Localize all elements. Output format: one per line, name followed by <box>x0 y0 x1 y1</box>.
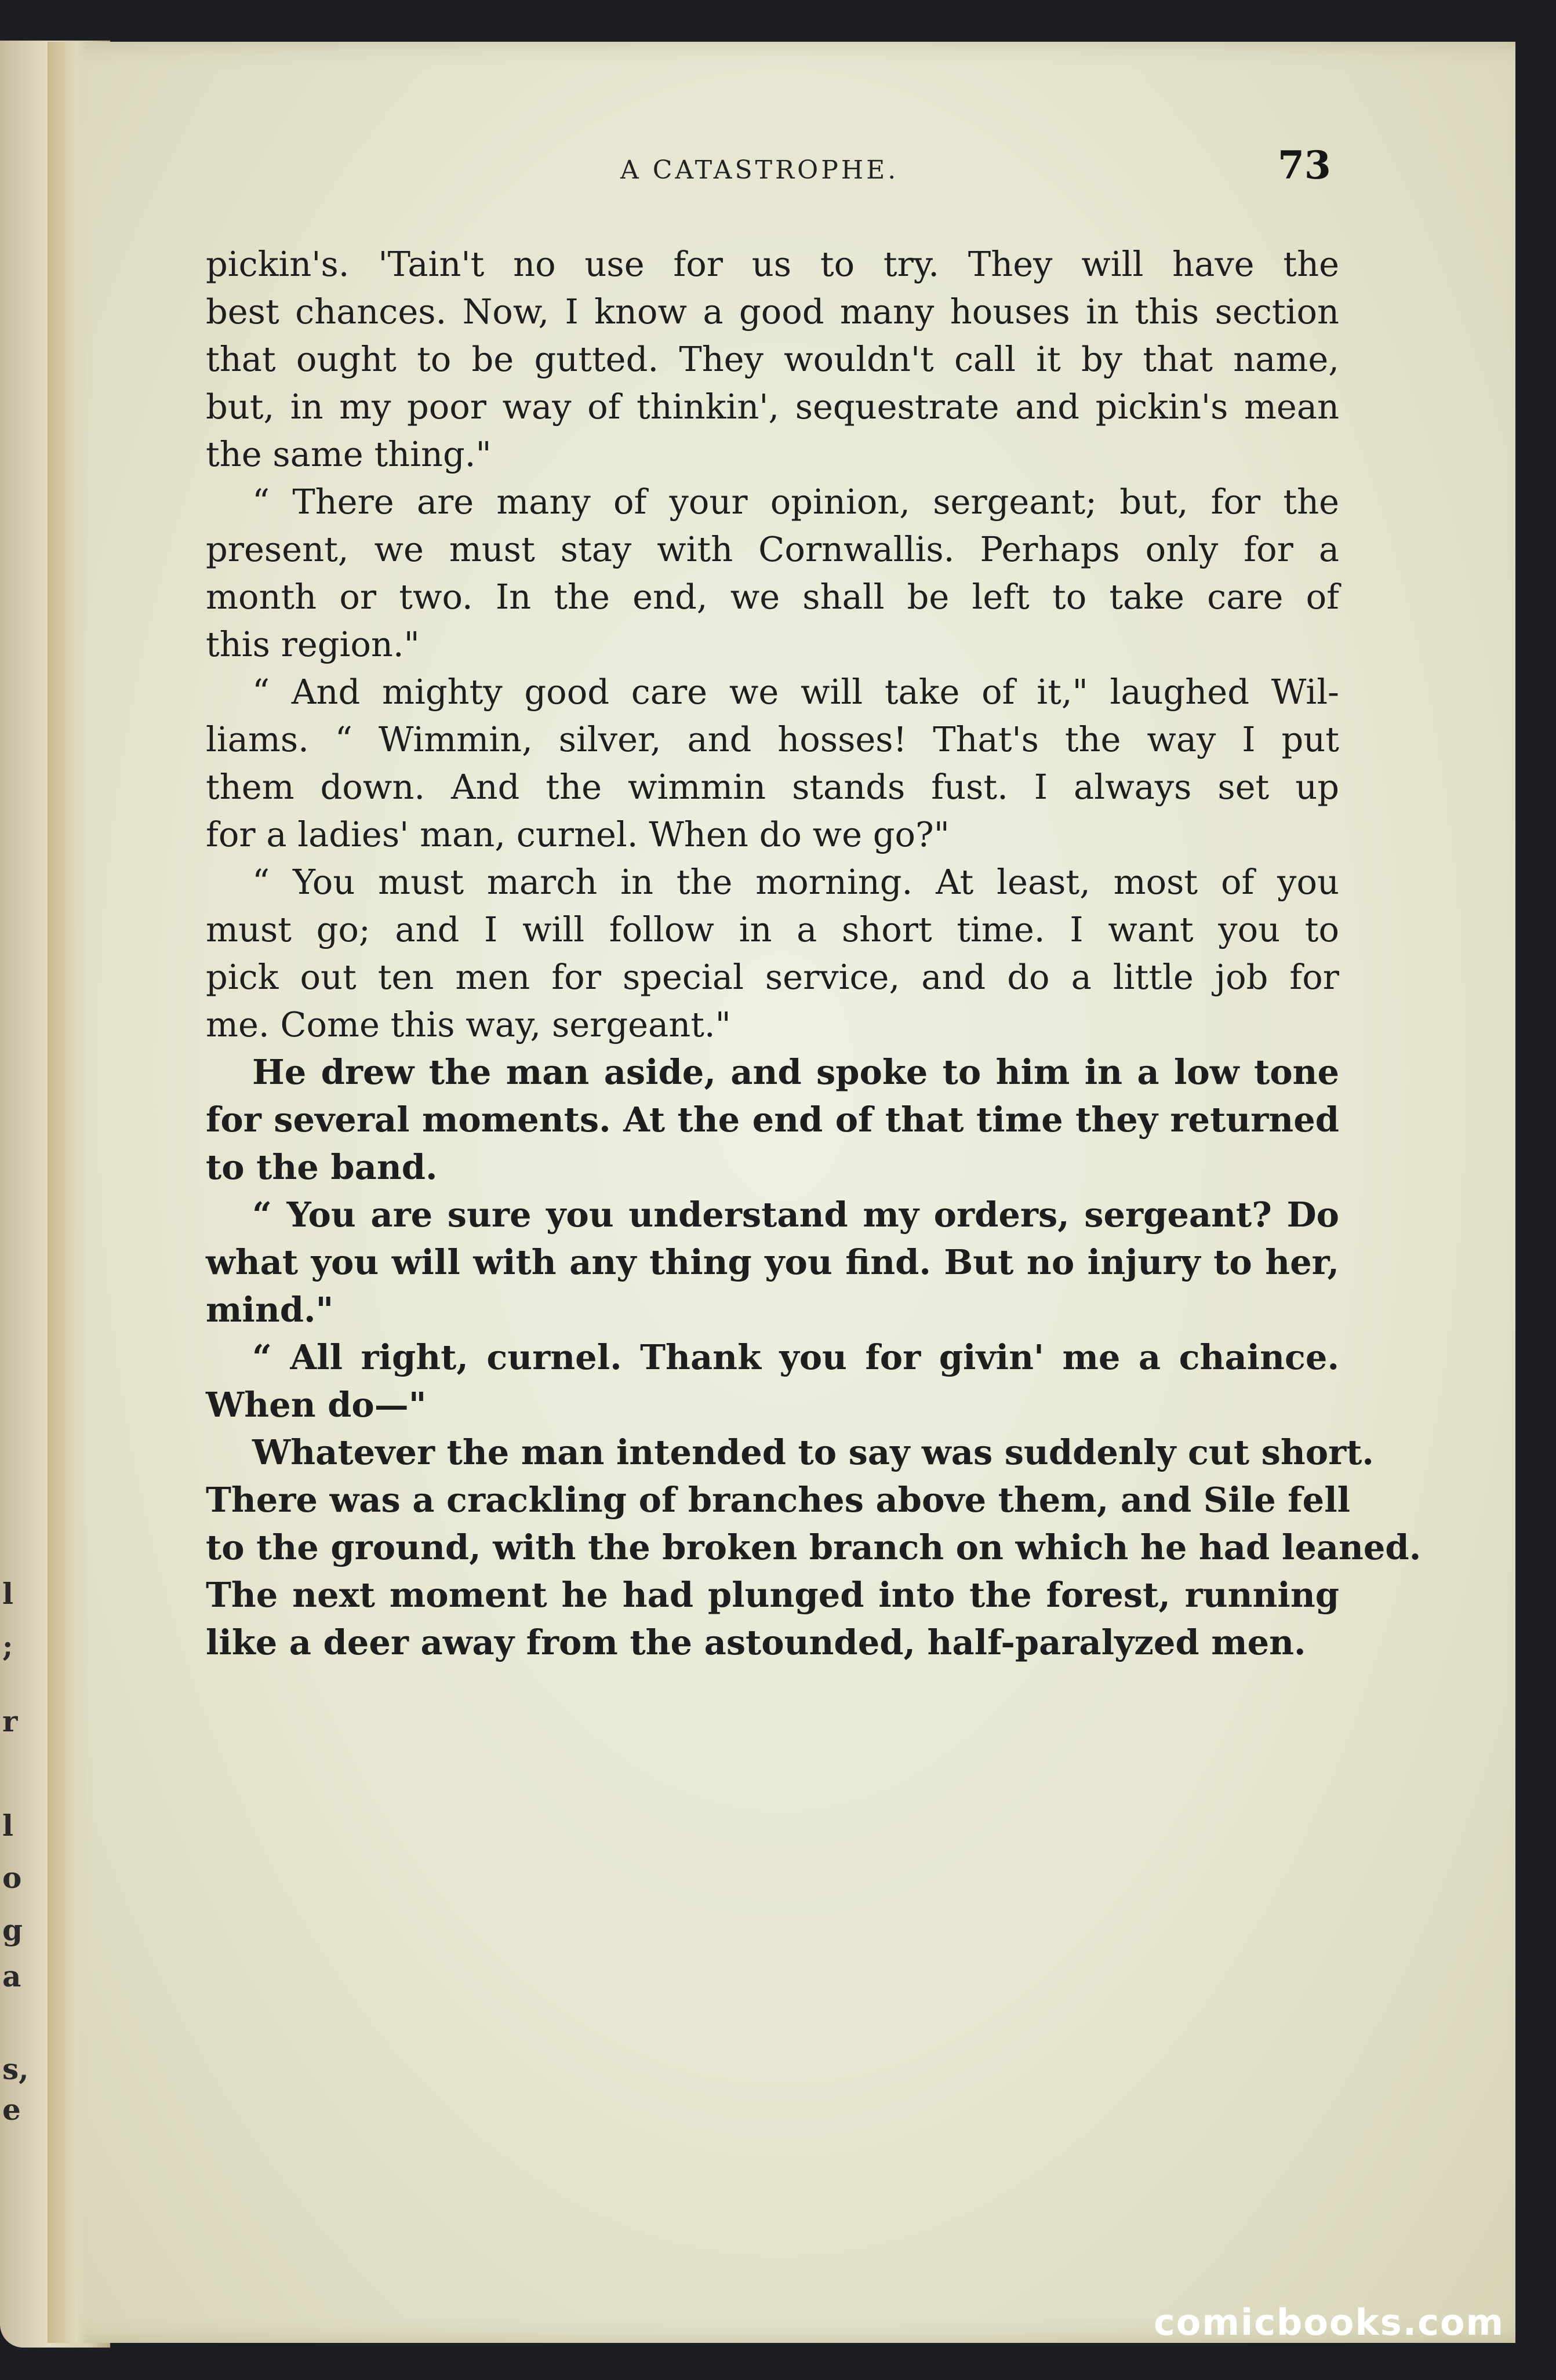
paragraph <box>206 1429 1422 1666</box>
text-line: that ought to be gutted. They wouldn't call it by that name, <box>206 339 1339 379</box>
text-line: pickin's. 'Tain't no use for us to try. They will have the <box>206 244 1339 284</box>
watermark: comicbooks.com <box>1154 2301 1505 2343</box>
text-line: this region." <box>206 624 420 664</box>
text-line: “ There are many of your opinion, sergeant; but, for the <box>252 482 1339 522</box>
text-line: pick out ten men for special service, and do a little job for <box>206 957 1339 997</box>
text-line: There was a crackling of branches above them, and Sile fell <box>206 1480 1351 1520</box>
text-line: month or two. In the end, we shall be left to take care of <box>206 577 1339 617</box>
facing-page-letter: a <box>2 1959 21 1993</box>
facing-page-letter: l <box>2 1808 13 1843</box>
text-line: mind." <box>206 1290 334 1330</box>
text-line: “ And mighty good care we will take of it," laughed Wil- <box>252 672 1339 712</box>
text-line: the same thing." <box>206 434 492 474</box>
paragraph <box>206 478 1339 668</box>
text-line: He drew the man aside, and spoke to him in a low tone <box>252 1052 1339 1092</box>
page-gutter <box>48 42 88 2343</box>
text-line: “ All right, curnel. Thank you for givin' me a chaince. <box>252 1337 1339 1377</box>
text-line: for a ladies' man, curnel. When do we go?" <box>206 814 950 854</box>
facing-page-letter: o <box>2 1861 22 1895</box>
paragraph <box>206 1049 1339 1191</box>
text-line: best chances. Now, I know a good many houses in this section <box>206 292 1339 332</box>
text-line: to the ground, with the broken branch on which he had leaned. <box>206 1527 1422 1567</box>
text-line: me. Come this way, sergeant." <box>206 1005 731 1045</box>
paragraph <box>206 858 1339 1049</box>
text-line: what you will with any thing you find. But no injury to her, <box>206 1242 1339 1282</box>
running-head: A CATASTROPHE. <box>620 155 899 185</box>
text-line: for several moments. At the end of that time they returned <box>206 1100 1339 1140</box>
text-line: When do—" <box>206 1385 427 1425</box>
text-line: but, in my poor way of thinkin', sequestrate and pickin's mean <box>206 387 1339 427</box>
paragraph <box>206 668 1339 858</box>
facing-page-letter: s, <box>2 2052 29 2086</box>
facing-page-letter: ; <box>2 1629 13 1663</box>
paragraph <box>206 1191 1339 1334</box>
text-line: present, we must stay with Cornwallis. Perhaps only for a <box>206 529 1339 569</box>
text-line: them down. And the wimmin stands fust. I always set up <box>206 767 1339 807</box>
page-number: 73 <box>1278 143 1331 188</box>
body-text <box>206 241 1422 1666</box>
text-line: “ You are sure you understand my orders, sergeant? Do <box>252 1195 1339 1235</box>
facing-page-letter: g <box>2 1913 23 1947</box>
text-line: liams. “ Wimmin, silver, and hosses! That's the way I put <box>206 719 1339 759</box>
text-line: like a deer away from the astounded, half-paralyzed men. <box>206 1622 1306 1662</box>
text-line: The next moment he had plunged into the forest, running <box>206 1575 1339 1615</box>
paragraph <box>206 241 1339 478</box>
text-line: “ You must march in the morning. At least, most of you <box>252 862 1339 902</box>
facing-page-letter: e <box>2 2092 21 2127</box>
facing-page-letter: l <box>2 1577 13 1611</box>
text-line: to the band. <box>206 1147 438 1187</box>
text-line: must go; and I will follow in a short time. I want you to <box>206 909 1339 949</box>
text-line: Whatever the man intended to say was suddenly cut short. <box>252 1432 1374 1472</box>
paragraph <box>206 1334 1339 1429</box>
facing-page-letter: r <box>2 1704 18 1738</box>
